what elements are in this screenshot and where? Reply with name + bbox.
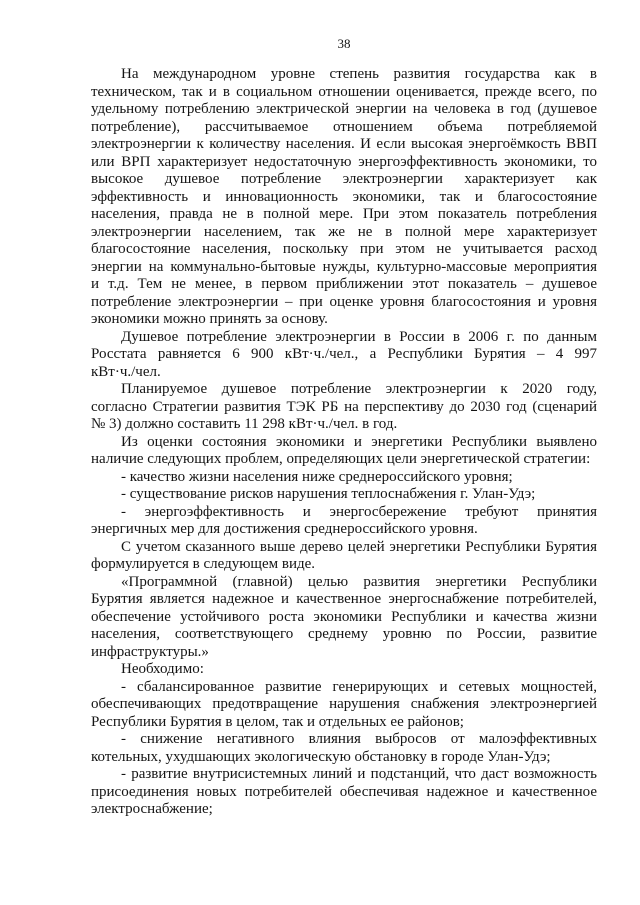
text-line: или ВРП характеризует недостаточную энергоэффективность экономики, то [91,153,597,170]
text-line: Республики Бурятия в целом, так и отдельных ее районов; [91,713,464,730]
text-line: Росстата равняется 6 900 кВт·ч./чел., а Республики Бурятия – 4 997 [91,346,597,362]
text-line: электроэнергии населением, так же не в полной мере характеризует [91,223,597,240]
text-line: благосостояние населения, поскольку при этом не учитывается расход [91,241,597,257]
text-line: эффективность и инновационность экономики, так и благосостояние [91,188,597,205]
text-line: наличие следующих проблем, определяющих цели энергетической стратегии: [91,451,591,467]
text-line: С учетом сказанного выше дерево целей энергетики Республики Бурятия [121,538,597,555]
text-line: обеспечивающих предотвращение нарушения снабжения электроэнергией [91,696,597,712]
paragraph [91,539,597,574]
document-body [91,66,597,819]
paragraph [91,66,597,329]
list-item [91,504,597,539]
text-line: техническом, так и в социальном отношении оценивается, прежде всего, по [91,83,597,100]
text-line: энергии на коммунально-бытовые нужды, культурно-массовые мероприятия [91,258,597,275]
text-line: На международном уровне степень развития государства как в [121,66,597,82]
text-line: № 3) должно составить 11 298 кВт·ч./чел. в год. [91,416,398,432]
text-line: Необходимо: [121,661,204,677]
text-line: потребление), рассчитываемое отношением объема потребляемой [91,118,597,135]
text-line: удельному потреблению электрической энергии на человека в год (душевое [91,101,597,117]
text-line: - существование рисков нарушения теплоснабжения г. Улан-Удэ; [121,486,536,502]
text-line: - качество жизни населения ниже среднероссийского уровня; [121,468,513,485]
text-line: «Программной (главной) целью развития энергетики Республики [121,573,597,590]
list-item [91,679,597,732]
list-item [91,469,597,487]
text-line: и т.д. Тем не менее, в первом приближении этот показатель – душевое [91,276,597,292]
text-line: инфраструктуры.» [91,643,209,660]
list-item [91,486,597,504]
text-line: - снижение негативного влияния выбросов от малоэффективных [121,731,597,747]
text-line: Из оценки состояния экономики и энергетики Республики выявлено [121,433,597,450]
text-line: присоединения новых потребителей обеспечивая надежное и качественное [91,783,597,800]
quoted-goal [91,574,597,662]
text-line: экономики можно принять за основу. [91,311,328,327]
text-line: электроснабжение; [91,801,213,817]
text-line: Душевое потребление электроэнергии в России в 2006 г. по данным [121,328,597,345]
text-line: согласно Стратегии развития ТЭК РБ на перспективу до 2030 год (сценарий [91,398,597,415]
text-line: Планируемое душевое потребление электроэнергии к 2020 году, [121,381,597,397]
text-line: - развитие внутрисистемных линий и подстанций, что даст возможность [121,766,597,782]
paragraph [91,661,597,679]
text-line: котельных, ухудшающих экологическую обстановку в городе Улан-Удэ; [91,748,551,765]
text-line: Бурятия является надежное и качественное энергоснабжение потребителей, [91,591,597,607]
text-line: населения, правда не в полной мере. При этом показатель потребления [91,206,597,222]
text-line: населения, соответствующего среднему уровню по России, развитие [91,626,597,642]
text-line: формулируется в следующем виде. [91,556,316,572]
text-line: электроэнергии к количеству населения. И если высокая энергоёмкость ВВП [91,136,597,152]
list-item [91,731,597,766]
list-item [91,766,597,819]
text-line: потребление электроэнергии – при оценке уровня благосостояния и уровня [91,293,597,310]
text-line: - сбалансированное развитие генерирующих и сетевых мощностей, [121,678,597,695]
paragraph [91,434,597,469]
paragraph [91,329,597,382]
paragraph [91,381,597,434]
text-line: энергичных мер для достижения среднероссийского уровня. [91,521,478,537]
text-line: обеспечение устойчивого роста экономики Республики и качества жизни [91,608,597,625]
text-line: - энергоэффективность и энергосбережение требуют принятия [121,503,597,520]
text-line: высокое душевое потребление электроэнергии характеризует как [91,171,597,187]
text-line: кВт·ч./чел. [91,363,161,380]
page-number: 38 [337,36,351,51]
